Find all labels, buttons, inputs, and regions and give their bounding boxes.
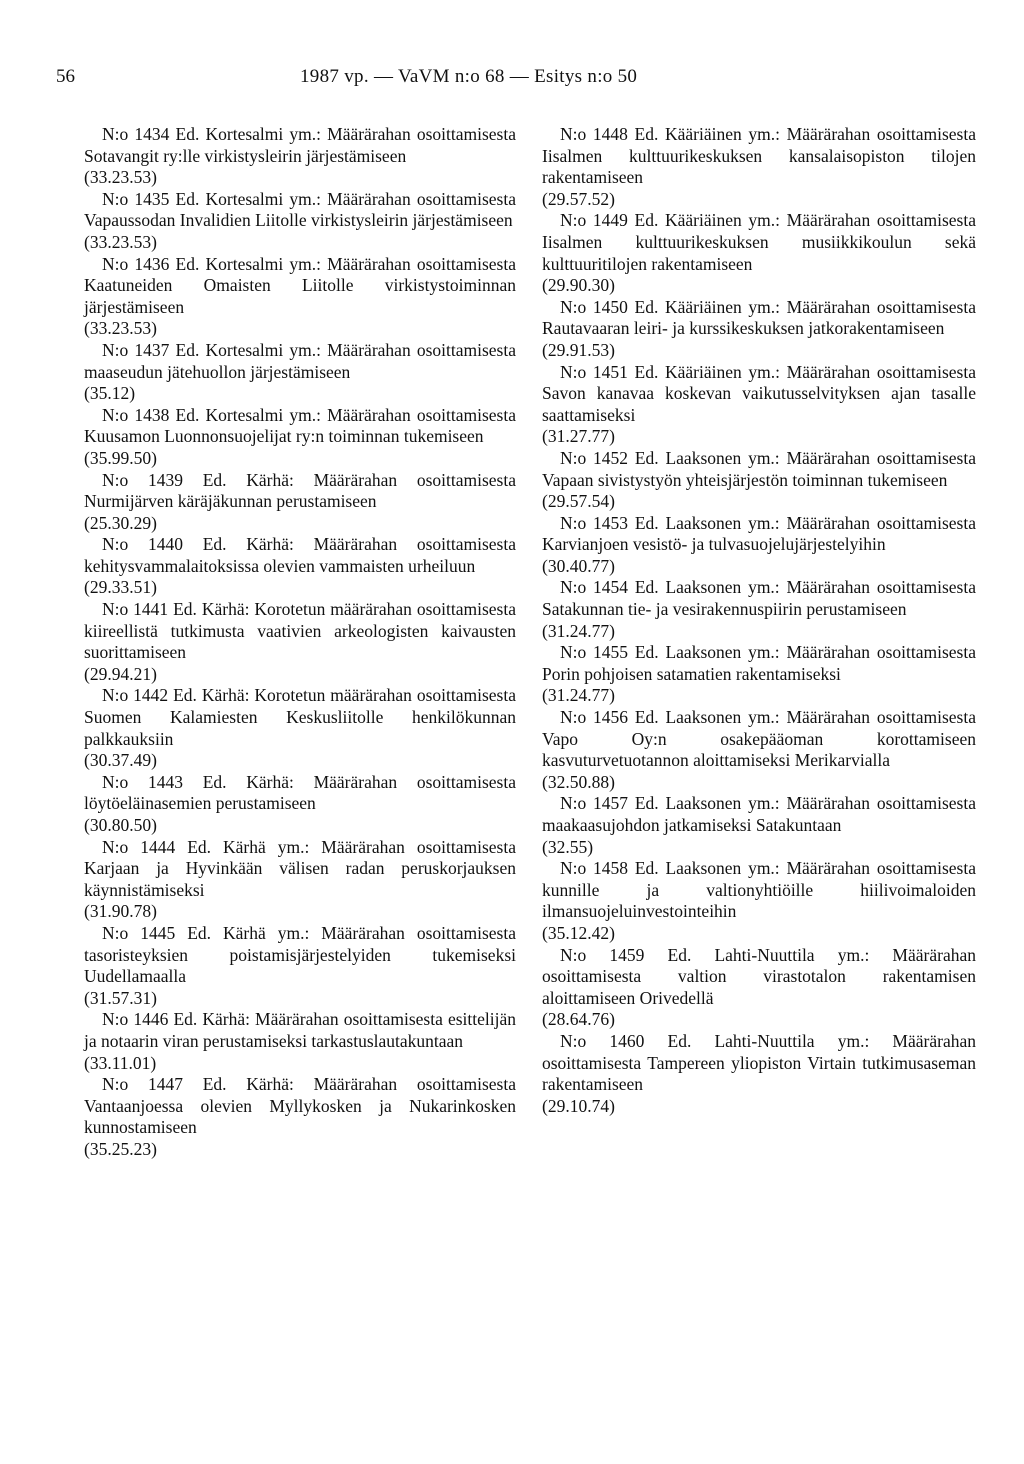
motion-entry xyxy=(542,858,976,944)
budget-code: (33.23.53) xyxy=(84,318,157,339)
budget-code: (35.99.50) xyxy=(84,447,157,468)
entry-text: N:o 1450 Ed. Kääriäinen ym.: Määrärahan osoittamisesta Rautavaaran leiri- ja kurssikeskuksen jatkorakentamiseen xyxy=(542,296,976,339)
budget-code: (33.11.01) xyxy=(84,1052,157,1073)
motion-entry xyxy=(542,210,976,296)
motion-entry xyxy=(84,470,516,535)
budget-code: (29.94.21) xyxy=(84,663,157,684)
entry-text: N:o 1449 Ed. Kääriäinen ym.: Määrärahan osoittamisesta Iisalmen kulttuurikeskuksen musiikkikoulun sekä kulttuuritilojen rakentamiseen xyxy=(542,210,976,274)
left-column xyxy=(84,124,516,1161)
entry-text: N:o 1446 Ed. Kärhä: Määrärahan osoittamisesta esittelijän ja notaarin viran perustamiseksi tarkastuslautakuntaan xyxy=(84,1009,516,1051)
budget-code: (30.80.50) xyxy=(84,815,157,835)
budget-code: (25.30.29) xyxy=(84,512,157,533)
motion-entry xyxy=(542,124,976,210)
motion-entry xyxy=(84,124,516,189)
motion-entry xyxy=(542,577,976,642)
budget-code: (30.40.77) xyxy=(542,555,615,576)
entry-text: N:o 1441 Ed. Kärhä: Korotetun määrärahan osoittamisesta kiireellistä tutkimusta vaativien arkeologisten kaivausten suorittamiseen xyxy=(84,599,516,663)
motion-entry xyxy=(84,685,516,771)
motion-entry xyxy=(84,534,516,599)
motion-entry xyxy=(542,297,976,362)
motion-entry xyxy=(84,1074,516,1160)
motion-entry xyxy=(84,923,516,1009)
budget-code: (33.23.53) xyxy=(84,231,157,252)
entry-text: N:o 1440 Ed. Kärhä: Määrärahan osoittamisesta kehitysvammalaitoksissa olevien vammaisten urheiluun xyxy=(84,534,516,576)
motion-entry xyxy=(542,945,976,1031)
budget-code: (31.27.77) xyxy=(542,426,615,447)
entry-text: N:o 1448 Ed. Kääriäinen ym.: Määrärahan osoittamisesta Iisalmen kulttuurikeskuksen kansalaisopiston tilojen rakentamiseen xyxy=(542,124,976,188)
budget-code: (29.91.53) xyxy=(542,339,615,360)
budget-code: (32.50.88) xyxy=(542,771,615,792)
budget-code: (31.90.78) xyxy=(84,901,157,922)
budget-code: (29.33.51) xyxy=(84,577,157,598)
motion-entry xyxy=(84,189,516,254)
motion-entry xyxy=(542,362,976,448)
page-number: 56 xyxy=(56,66,75,87)
entry-text: N:o 1435 Ed. Kortesalmi ym.: Määrärahan osoittamisesta Vapaussodan Invalidien Liitolle virkistysleirin järjestämiseen xyxy=(84,188,516,231)
entry-text: N:o 1454 Ed. Laaksonen ym.: Määrärahan osoittamisesta Satakunnan tie- ja vesirakennuspiirin perustamiseen xyxy=(542,577,976,620)
motion-entry xyxy=(542,513,976,578)
entry-text: N:o 1455 Ed. Laaksonen ym.: Määrärahan osoittamisesta Porin pohjoisen satamatien rakentamiseksi xyxy=(542,642,976,684)
entry-text: N:o 1444 Ed. Kärhä ym.: Määrärahan osoittamisesta Karjaan ja Hyvinkään välisen radan peruskorjauksen käynnistämiseksi xyxy=(84,836,516,900)
entry-text: N:o 1443 Ed. Kärhä: Määrärahan osoittamisesta löytöeläinasemien perustamiseen xyxy=(84,771,516,814)
motion-entry xyxy=(84,405,516,470)
budget-code: (28.64.76) xyxy=(542,1009,615,1030)
motion-entry xyxy=(542,1031,976,1117)
running-head: 1987 vp. — VaVM n:o 68 — Esitys n:o 50 xyxy=(300,66,638,87)
entry-text: N:o 1458 Ed. Laaksonen ym.: Määrärahan osoittamisesta kunnille ja valtionyhtiöille hiilivoimaloiden ilmansuojeluinvestointeihin xyxy=(542,858,976,922)
entry-text: N:o 1436 Ed. Kortesalmi ym.: Määrärahan osoittamisesta Kaatuneiden Omaisten Liitolle virkistystoiminnan järjestämiseen xyxy=(84,253,516,317)
entry-text: N:o 1445 Ed. Kärhä ym.: Määrärahan osoittamisesta tasoristeyksien poistamisjärjestelyiden tukemiseksi Uudellamaalla xyxy=(84,922,516,987)
entry-text: N:o 1437 Ed. Kortesalmi ym.: Määrärahan osoittamisesta maaseudun jätehuollon järjestämiseen xyxy=(84,339,516,382)
motion-entry xyxy=(542,793,976,858)
budget-code: (29.57.52) xyxy=(542,188,615,209)
entry-text: N:o 1460 Ed. Lahti-Nuuttila ym.: Määrärahan osoittamisesta Tampereen yliopiston Virtain tutkimusaseman rakentamiseen xyxy=(542,1030,976,1095)
budget-code: (29.10.74) xyxy=(542,1095,615,1116)
entry-text: N:o 1452 Ed. Laaksonen ym.: Määrärahan osoittamisesta Vapaan sivistystyön yhteisjärjestön toiminnan tukemiseen xyxy=(542,447,976,490)
entry-text: N:o 1434 Ed. Kortesalmi ym.: Määrärahan osoittamisesta Sotavangit ry:lle virkistysleirin järjestämiseen xyxy=(84,124,516,166)
budget-code: (35.25.23) xyxy=(84,1138,157,1159)
motion-entry xyxy=(542,707,976,793)
budget-code: (31.57.31) xyxy=(84,987,157,1008)
motion-entry xyxy=(84,772,516,837)
budget-code: (29.90.30) xyxy=(542,275,615,296)
right-column xyxy=(542,124,976,1117)
entry-text: N:o 1438 Ed. Kortesalmi ym.: Määrärahan osoittamisesta Kuusamon Luonnonsuojelijat ry:n toiminnan tukemiseen xyxy=(84,404,516,447)
budget-code: (35.12.42) xyxy=(542,922,615,943)
entry-text: N:o 1442 Ed. Kärhä: Korotetun määrärahan osoittamisesta Suomen Kalamiesten Keskusliitolle henkilökunnan palkkauksiin xyxy=(84,685,516,749)
budget-code: (31.24.77) xyxy=(542,620,615,641)
entry-text: N:o 1447 Ed. Kärhä: Määrärahan osoittamisesta Vantaanjoessa olevien Myllykosken ja Nukarinkosken kunnostamiseen xyxy=(84,1074,516,1138)
budget-code: (29.57.54) xyxy=(542,491,615,512)
motion-entry xyxy=(84,254,516,340)
entry-text: N:o 1451 Ed. Kääriäinen ym.: Määrärahan osoittamisesta Savon kanavaa koskevan vaikutusselvityksen ajan tasalle saattamiseksi xyxy=(542,361,976,425)
motion-entry xyxy=(84,1009,516,1074)
entry-text: N:o 1456 Ed. Laaksonen ym.: Määrärahan osoittamisesta Vapo Oy:n osakepääoman korottamiseen kasvuturvetuotannon aloittamiseksi Merikarvialla xyxy=(542,707,976,771)
motion-entry xyxy=(542,448,976,513)
budget-code: (31.24.77) xyxy=(542,685,615,706)
motion-entry xyxy=(84,340,516,405)
entry-text: N:o 1459 Ed. Lahti-Nuuttila ym.: Määrärahan osoittamisesta valtion virastotalon rakentamisen aloittamiseen Orivedellä xyxy=(542,944,976,1008)
motion-entry xyxy=(542,642,976,707)
motion-entry xyxy=(84,599,516,685)
budget-code: (35.12) xyxy=(84,383,136,404)
entry-text: N:o 1439 Ed. Kärhä: Määrärahan osoittamisesta Nurmijärven käräjäkunnan perustamiseen xyxy=(84,469,516,512)
budget-code: (30.37.49) xyxy=(84,750,157,771)
entry-text: N:o 1453 Ed. Laaksonen ym.: Määrärahan osoittamisesta Karvianjoen vesistö- ja tulvasuojelujärjestelyihin xyxy=(542,512,976,555)
budget-code: (33.23.53) xyxy=(84,167,157,188)
motion-entry xyxy=(84,837,516,923)
entry-text: N:o 1457 Ed. Laaksonen ym.: Määrärahan osoittamisesta maakaasujohdon jatkamiseksi Satakuntaan xyxy=(542,793,976,835)
budget-code: (32.55) xyxy=(542,836,594,857)
